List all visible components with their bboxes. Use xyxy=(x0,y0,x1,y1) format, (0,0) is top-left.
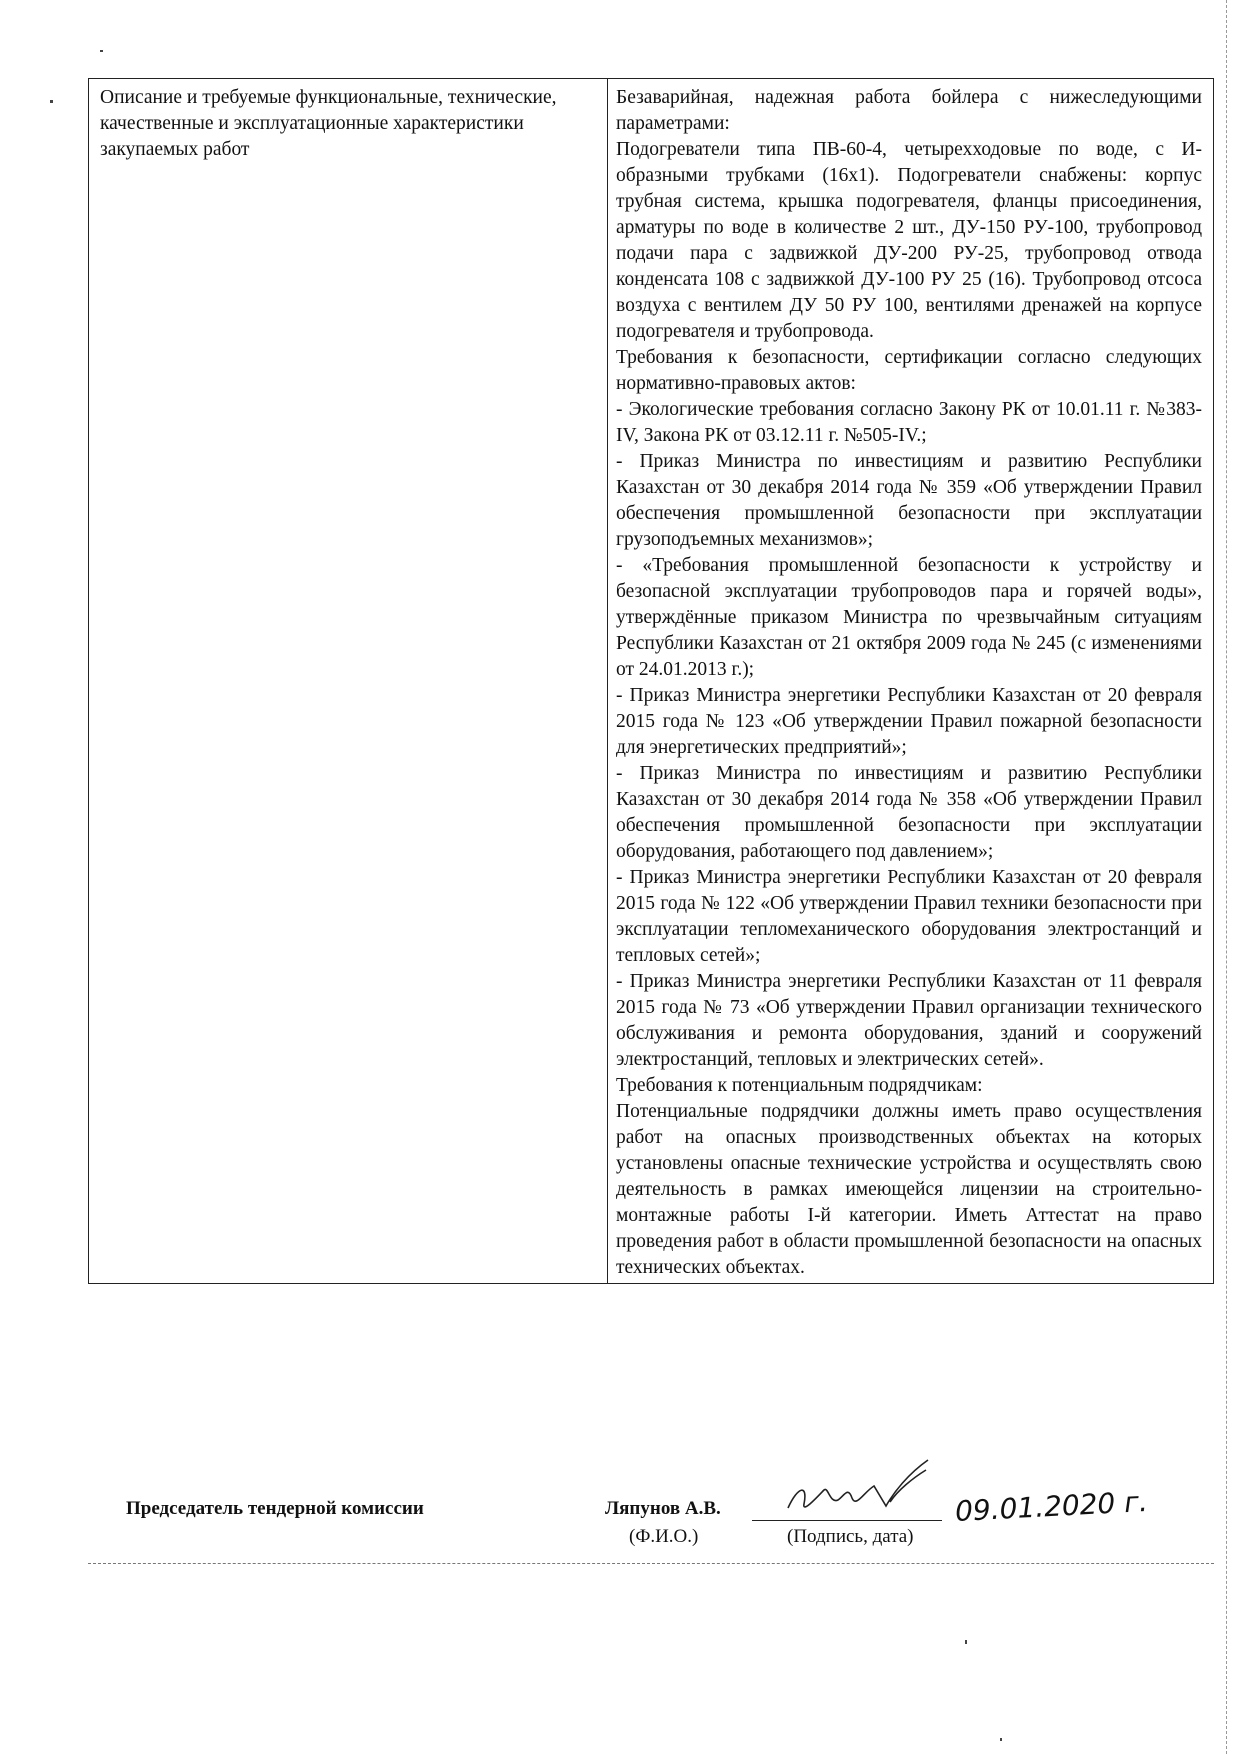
paragraph-pipeline-requirements: - «Требования промышленной безопасности к устройству и безопасной эксплуатации трубопроводов пара и горячей воды», утверждённые приказом Министра по чрезвычайным ситуациям Республики Казахстан от 21 октября 2009 года № 245 (с изменениями от 24.01.2013 г.); xyxy=(616,555,1202,680)
fio-caption: (Ф.И.О.) xyxy=(629,1526,699,1547)
scan-speck xyxy=(965,1640,967,1644)
table-border-right xyxy=(1213,79,1214,1283)
table-border-middle xyxy=(607,79,608,1283)
paragraph-order-123: - Приказ Министра энергетики Республики Казахстан от 20 февраля 2015 года № 123 «Об утверждении Правил пожарной безопасности для энергетических предприятий»; xyxy=(616,685,1202,758)
paragraph-safety-heading: Требования к безопасности, сертификации согласно следующих нормативно-правовых актов: xyxy=(616,347,1202,394)
handwritten-signature xyxy=(778,1456,938,1522)
scan-speck xyxy=(1000,1738,1002,1741)
dashed-divider xyxy=(88,1563,1214,1564)
chairman-title: Председатель тендерной комиссии xyxy=(126,1498,424,1519)
chairman-name: Ляпунов А.В. xyxy=(605,1498,721,1519)
paragraph-order-73: - Приказ Министра энергетики Республики Казахстан от 11 февраля 2015 года № 73 «Об утверждении Правил организации технического обслуживания и ремонта оборудования, зданий и сооружений электростанций, тепловых и электрических сетей». xyxy=(616,971,1202,1070)
scan-speck xyxy=(50,100,53,103)
table-label-cell: Описание и требуемые функциональные, технические, качественные и эксплуатационные характеристики закупаемых работ xyxy=(100,87,557,160)
paragraph-heaters: Подогреватели типа ПВ-60-4, четырехходовые по воде, с И-образными трубками (16х1). Подогреватели снабжены: корпус трубная система, крышка подогревателя, фланцы присоединения, арматуры по воде в количестве 2 шт., ДУ-150 РУ-100, трубопровод подачи пара с задвижкой ДУ-200 РУ-25, трубопровод отвода конденсата 108 с задвижкой ДУ-100 РУ 25 (16). Трубопровод отсоса воздуха с вентилем ДУ 50 РУ 100, вентилями дренажей на корпусе подогревателя и трубопровода. xyxy=(616,139,1202,342)
paragraph-order-122: - Приказ Министра энергетики Республики Казахстан от 20 февраля 2015 года № 122 «Об утверждении Правил техники безопасности при эксплуатации тепломеханического оборудования электростанций и тепловых сетей»; xyxy=(616,867,1202,966)
scan-speck xyxy=(100,50,103,52)
scan-edge-line xyxy=(1226,0,1228,1754)
paragraph-order-359: - Приказ Министра по инвестициям и развитию Республики Казахстан от 30 декабря 2014 года № 359 «Об утверждении Правил обеспечения промышленной безопасности при эксплуатации грузоподъемных механизмов»; xyxy=(616,451,1202,550)
paragraph-eco-requirements: - Экологические требования согласно Закону РК от 10.01.11 г. №383-IV, Закона РК от 03.12.11 г. №505-IV.; xyxy=(616,399,1202,446)
paragraph-order-358: - Приказ Министра по инвестициям и развитию Республики Казахстан от 30 декабря 2014 года № 358 «Об утверждении Правил обеспечения промышленной безопасности при эксплуатации оборудования, работающего под давлением»; xyxy=(616,763,1202,862)
requirements-table xyxy=(88,78,1214,1284)
signature-date-caption: (Подпись, дата) xyxy=(787,1526,914,1547)
paragraph-contractor-requirements: Потенциальные подрядчики должны иметь право осуществления работ на опасных производственных объектах на которых установлены опасные технические устройства и осуществлять свою деятельность в рамках имеющейся лицензии на строительно-монтажные работы I-й категории. Иметь Аттестат на право проведения работ в области промышленной безопасности на опасных технических объектах. xyxy=(616,1101,1202,1278)
handwritten-date: 09.01.2020 г. xyxy=(954,1484,1149,1529)
paragraph-intro: Безаварийная, надежная работа бойлера с нижеследующими параметрами: xyxy=(616,87,1202,134)
paragraph-contractor-heading: Требования к потенциальным подрядчикам: xyxy=(616,1075,983,1096)
table-value-cell xyxy=(616,79,1202,1283)
signature-block xyxy=(0,1484,1240,1568)
table-border-left xyxy=(88,79,89,1283)
